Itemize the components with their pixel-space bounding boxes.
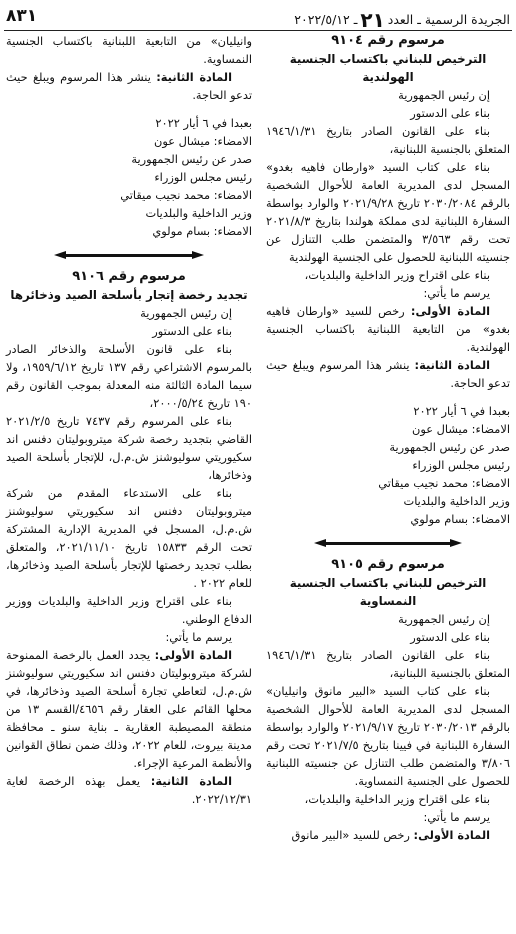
article-label: المادة الثانية: [156, 70, 232, 84]
right-column [266, 32, 510, 844]
decree-title: مرسوم رقم ٩١٠٤ [331, 33, 445, 48]
preamble-line: إن رئيس الجمهورية [398, 612, 490, 626]
decree-subtitle: الترخيص للبناني باكتساب الجنسية النمساوية [289, 576, 487, 608]
president-signature: الامضاء: ميشال عون [153, 134, 252, 148]
article-label: المادة الأولى: [410, 304, 491, 318]
preamble-line: إن رئيس الجمهورية [398, 88, 490, 102]
pm-signature: الامضاء: محمد نجيب ميقاتي [378, 476, 510, 490]
article-text: ينشر هذا المرسوم ويبلغ حيث تدعو الحاجة. [6, 70, 252, 102]
decree-title: مرسوم رقم ٩١٠٥ [331, 557, 445, 572]
decree-subtitle: الترخيص للبناني باكتساب الجنسية الهولندية [289, 52, 487, 84]
pm-title: رئيس مجلس الوزراء [154, 170, 252, 184]
minister-title: وزير الداخلية والبلديات [403, 494, 510, 508]
preamble-line: بناء على القانون الصادر بتاريخ ١٩٤٦/١/٣١ المتعلق بالجنسية اللبنانية، [266, 124, 510, 156]
page-header [4, 6, 512, 31]
preamble-line: بناء على اقتراح وزير الداخلية والبلديات، [304, 792, 490, 806]
article-text: ينشر هذا المرسوم ويبلغ حيث تدعو الحاجة. [266, 358, 510, 390]
left-column [6, 32, 252, 808]
article-label: المادة الثانية: [414, 358, 491, 372]
preamble-line: بناء على الدستور [152, 324, 232, 338]
article-text: يجدد العمل بالرخصة الممنوحة لشركة ميتروبوليتان دفنس اند سكيوريتي سوليوشنز ش.م.ل، لتعاطي تجارة أسلحة الصيد وذخائرها، في محلها القائم على العقار رقم ٤٦٥٦/القسم ١٣ من منطقة المصيطبة العقارية ـ بناية سنو ـ محافظة مدينة بيروت، للعام ٢٠٢٢، وذلك ضمن نطاق القوانين والأنظمة المرعية الإجراء. [6, 648, 252, 770]
preamble-line: بناء على الاستدعاء المقدم من شركة ميتروبوليتان دفنس اند سكيوريتي سوليوشنز ش.م.ل، المسجل في المديرية الإدارية المشتركة تحت الرقم ١٥٨٣٣ تاريخ ٢٠٢١/١١/١٠، والمتعلق بطلب تجديد رخصتها للإتجار بأسلحة الصيد وذخائرها، للعام ٢٠٢٢ . [6, 486, 252, 590]
running-header [294, 8, 510, 32]
preamble-line: يرسم ما يأتي: [423, 810, 490, 824]
preamble-line: بناء على اقتراح وزير الداخلية والبلديات، [304, 268, 490, 282]
decree-9105 [266, 556, 510, 844]
preamble-line: بناء على القانون الصادر بتاريخ ١٩٤٦/١/٣١ المتعلق بالجنسية اللبنانية، [266, 648, 510, 680]
minister-title: وزير الداخلية والبلديات [145, 206, 252, 220]
preamble-line: يرسم ما يأتي: [423, 286, 490, 300]
section-separator [6, 246, 252, 266]
issued-by: صدر عن رئيس الجمهورية [131, 152, 252, 166]
article-1 [6, 646, 252, 772]
article-1 [266, 302, 510, 356]
date-line: بعبدا في ٦ أيار ٢٠٢٢ [413, 404, 510, 418]
decree-subtitle: تجديد رخصة إتجار بأسلحة الصيد وذخائرها [10, 288, 248, 302]
article-2 [6, 68, 252, 104]
issue-date: ـ ٢٠٢٢/٥/١٢ [294, 12, 358, 27]
article-text: رخص للسيد «وارطان فاهيه بغدو» من التابعية اللبنانية باكتساب الجنسية الهولندية. [266, 304, 510, 354]
date-line: بعبدا في ٦ أيار ٢٠٢٢ [155, 116, 252, 130]
gazette-title: الجريدة الرسمية ـ العدد [387, 12, 510, 27]
decree-9105-continued [6, 32, 252, 240]
preamble-line: إن رئيس الجمهورية [140, 306, 232, 320]
article-1-continued: وانيليان» من التابعية اللبنانية باكتساب الجنسية النمساوية. [6, 34, 252, 66]
president-signature: الامضاء: ميشال عون [411, 422, 510, 436]
article-1 [266, 826, 510, 844]
article-text: يعمل بهذه الرخصة لغاية ٢٠٢٢/١٢/٣١. [6, 774, 252, 806]
preamble-line: يرسم ما يأتي: [165, 630, 232, 644]
decree-title: مرسوم رقم ٩١٠٦ [72, 269, 186, 284]
issued-by: صدر عن رئيس الجمهورية [389, 440, 510, 454]
preamble-line: بناء على كتاب السيد «وارطان فاهيه بغدو» المسجل لدى المديرية العامة للأحوال الشخصية بالرقم ٢٠٣٠/٢٠٨٤ تاريخ ٢٠٢١/٩/٢٨ والوارد بواسطة السفارة اللبنانية لدى مملكة هولندا بتاريخ ٢٠٢١/٨/٣ تحت رقم ٣/٥٦٣ والمتضمن طلب التنازل عن جنسيته اللبنانية للحصول على الجنسية الهولندية [266, 160, 511, 264]
preamble-line: بناء على كتاب السيد «البير مانوق وانيليان» المسجل لدى المديرية العامة للأحوال الشخصية بالرقم ٢٠٣٠/٢٠١٣ تاريخ ٢٠٢١/٩/١٧ والوارد بواسطة السفارة اللبنانية في فيينا بتاريخ ٢٠٢١/٧/٥ تحت رقم ٣/٨٠٦ والمتضمن طلب التنازل عن جنسيته اللبنانية للحصول على الجنسية النمساوية. [266, 684, 511, 788]
article-label: المادة الأولى: [413, 828, 490, 842]
preamble-line: بناء على قانون الأسلحة والذخائر الصادر بالمرسوم الاشتراعي رقم ١٣٧ تاريخ ١٩٥٩/٦/١٢، ولا سيما المادة الثالثة منه المعدلة بموجب القانون رقم ١٩٠ تاريخ ٢٠٠٠/٥/٢٤، [6, 342, 252, 410]
decree-9106 [6, 268, 252, 808]
section-separator [266, 534, 510, 554]
pm-title: رئيس مجلس الوزراء [412, 458, 510, 472]
article-2 [266, 356, 510, 392]
minister-signature: الامضاء: بسام مولوي [410, 512, 510, 526]
preamble-line: بناء على اقتراح وزير الداخلية والبلديات ووزير الدفاع الوطني. [6, 594, 252, 626]
article-label: المادة الثانية: [150, 774, 232, 788]
pm-signature: الامضاء: محمد نجيب ميقاتي [120, 188, 252, 202]
minister-signature: الامضاء: بسام مولوي [152, 224, 252, 238]
page-number: ٨٣١ [6, 6, 38, 26]
article-2 [6, 772, 252, 808]
decree-9104 [266, 32, 510, 528]
preamble-line: بناء على الدستور [410, 106, 490, 120]
issue-number: ٢١ [360, 8, 385, 32]
article-text: رخص للسيد «البير مانوق [291, 828, 410, 842]
preamble-line: بناء على الدستور [410, 630, 490, 644]
preamble-line: بناء على المرسوم رقم ٧٤٣٧ تاريخ ٢٠٢١/٢/٥ القاضي بتجديد رخصة شركة ميتروبوليتان دفنس اند سكيوريتي سوليوشنز ش.م.ل، للإتجار بأسلحة الصيد وذخائرها، [6, 414, 252, 482]
article-label: المادة الأولى: [154, 648, 232, 662]
